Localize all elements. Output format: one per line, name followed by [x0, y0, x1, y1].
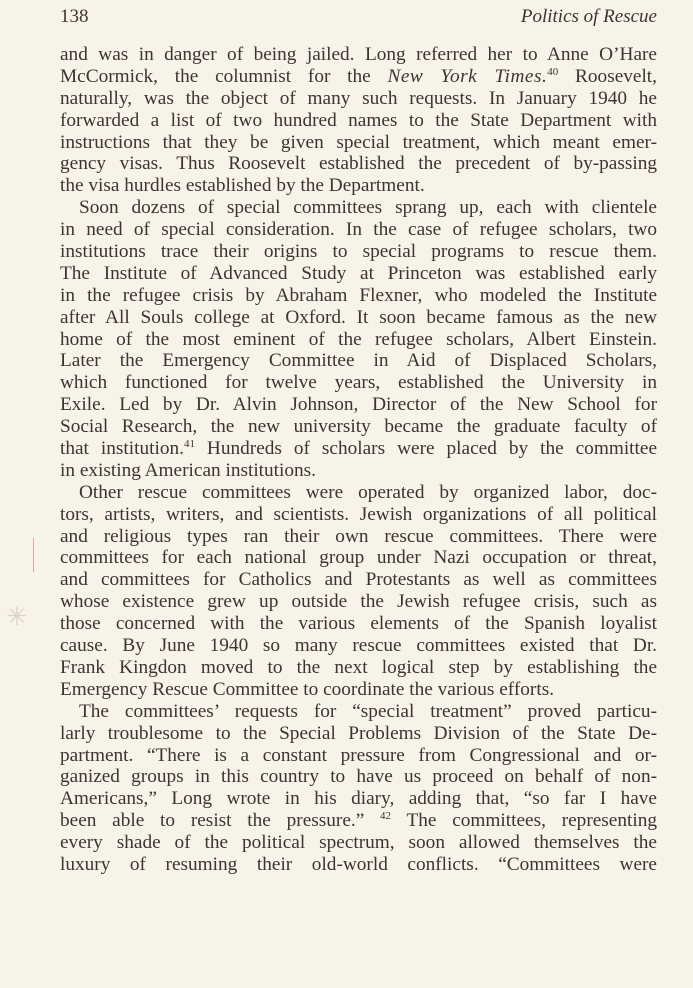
- margin-pencil-mark: [33, 538, 34, 572]
- text-line: [60, 788, 657, 810]
- footnote-ref: 41: [183, 438, 195, 451]
- text-line: [60, 394, 657, 416]
- asterisk-stamp-icon: ✳: [6, 602, 28, 631]
- text-line: [60, 66, 657, 88]
- text-line: [60, 460, 657, 482]
- line-text: forwarded a list of two hundred names to the State Department with: [60, 109, 657, 131]
- line-text: institutions trace their origins to special programs to rescue them.: [60, 241, 657, 263]
- text-line: [60, 504, 657, 526]
- line-text: Roosevelt,: [558, 65, 657, 87]
- line-text: instructions that they be given special treatment, which meant emer-: [60, 131, 657, 153]
- text-line: [60, 657, 657, 679]
- line-text: in need of special consideration. In the case of refugee scholars, two: [60, 219, 657, 241]
- line-text: Hundreds of scholars were placed by the committee: [194, 438, 658, 460]
- text-line: [60, 44, 657, 66]
- text-line: [60, 263, 657, 285]
- line-text: The committees, representing: [391, 810, 657, 832]
- line-text: ganized groups in this country to have us proceed on behalf of non-: [60, 766, 657, 788]
- line-text: Exile. Led by Dr. Alvin Johnson, Director of the New School for: [60, 394, 657, 416]
- text-line: [60, 810, 657, 832]
- footnote-ref: 40: [547, 65, 559, 78]
- text-line: [60, 219, 657, 241]
- body-text: [60, 44, 657, 876]
- line-text: Americans,” Long wrote in his diary, adding that, “so far I have: [60, 788, 657, 810]
- text-line: [60, 329, 657, 351]
- italic-title: New York Times.: [387, 65, 548, 87]
- line-text: been able to resist the pressure.”: [60, 810, 381, 832]
- text-line: [60, 132, 657, 154]
- page-number: 138: [60, 6, 89, 27]
- text-line: [60, 745, 657, 767]
- line-text: whose existence grew up outside the Jewish refugee crisis, such as: [60, 591, 657, 613]
- text-line: [60, 416, 657, 438]
- line-text: Soon dozens of special committees sprang up, each with clientele: [79, 197, 657, 219]
- text-line: [60, 613, 657, 635]
- text-line: [60, 285, 657, 307]
- text-line: [60, 438, 657, 460]
- line-text: cause. By June 1940 so many rescue committees existed that Dr.: [60, 635, 657, 657]
- line-text: which functioned for twelve years, established the University in: [60, 372, 657, 394]
- line-text: naturally, was the object of many such requests. In January 1940 he: [60, 87, 657, 109]
- line-text: Other rescue committees were operated by organized labor, doc-: [79, 481, 657, 503]
- text-line: [60, 526, 657, 548]
- text-line: [60, 701, 657, 723]
- line-text: luxury of resuming their old-world conflicts. “Committees were: [60, 853, 657, 875]
- line-text: committees for each national group under Nazi occupation or threat,: [60, 547, 657, 569]
- line-text: home of the most eminent of the refugee scholars, Albert Einstein.: [60, 328, 657, 350]
- text-line: [60, 854, 657, 876]
- line-text: those concerned with the various elements of the Spanish loyalist: [60, 613, 657, 635]
- line-text: and religious types ran their own rescue committees. There were: [60, 525, 657, 547]
- text-line: [60, 547, 657, 569]
- line-text: the visa hurdles established by the Department.: [60, 175, 425, 197]
- footnote-ref: 42: [380, 810, 392, 823]
- line-text: Later the Emergency Committee in Aid of Displaced Scholars,: [60, 350, 657, 372]
- text-line: [60, 569, 657, 591]
- line-text: after All Souls college at Oxford. It soon became famous as the new: [60, 306, 657, 328]
- text-line: [60, 832, 657, 854]
- line-text: The Institute of Advanced Study at Princeton was established early: [60, 262, 657, 284]
- line-text: that institution.: [60, 438, 184, 460]
- text-line: [60, 482, 657, 504]
- page-header: [60, 6, 657, 28]
- text-line: [60, 241, 657, 263]
- text-line: [60, 350, 657, 372]
- text-line: [60, 307, 657, 329]
- text-line: [60, 635, 657, 657]
- line-text: larly troublesome to the Special Problems Division of the State De-: [60, 722, 657, 744]
- text-line: [60, 766, 657, 788]
- line-text: every shade of the political spectrum, soon allowed themselves the: [60, 832, 657, 854]
- line-text: and was in danger of being jailed. Long referred her to Anne O’Hare: [60, 44, 657, 65]
- text-line: [60, 153, 657, 175]
- running-title: Politics of Rescue: [520, 6, 657, 27]
- text-line: [60, 175, 657, 197]
- text-line: [60, 88, 657, 110]
- line-text: partment. “There is a constant pressure from Congressional and or-: [60, 744, 657, 766]
- text-line: [60, 372, 657, 394]
- text-line: [60, 591, 657, 613]
- text-line: [60, 110, 657, 132]
- line-text: and committees for Catholics and Protestants as well as committees: [60, 569, 657, 591]
- line-text: in existing American institutions.: [60, 459, 316, 481]
- line-text: The committees’ requests for “special treatment” proved particu-: [79, 700, 657, 722]
- line-text: Social Research, the new university became the graduate faculty of: [60, 416, 657, 438]
- text-line: [60, 679, 657, 701]
- line-text: gency visas. Thus Roosevelt established the precedent of by-passing: [60, 153, 657, 175]
- text-line: [60, 197, 657, 219]
- line-text: tors, artists, writers, and scientists. Jewish organizations of all political: [60, 503, 657, 525]
- line-text: Emergency Rescue Committee to coordinate the various efforts.: [60, 678, 555, 700]
- line-text: in the refugee crisis by Abraham Flexner, who modeled the Institute: [60, 284, 657, 306]
- line-text: Frank Kingdon moved to the next logical step by establishing the: [60, 656, 657, 678]
- text-line: [60, 723, 657, 745]
- line-text: McCormick, the columnist for the: [60, 65, 388, 87]
